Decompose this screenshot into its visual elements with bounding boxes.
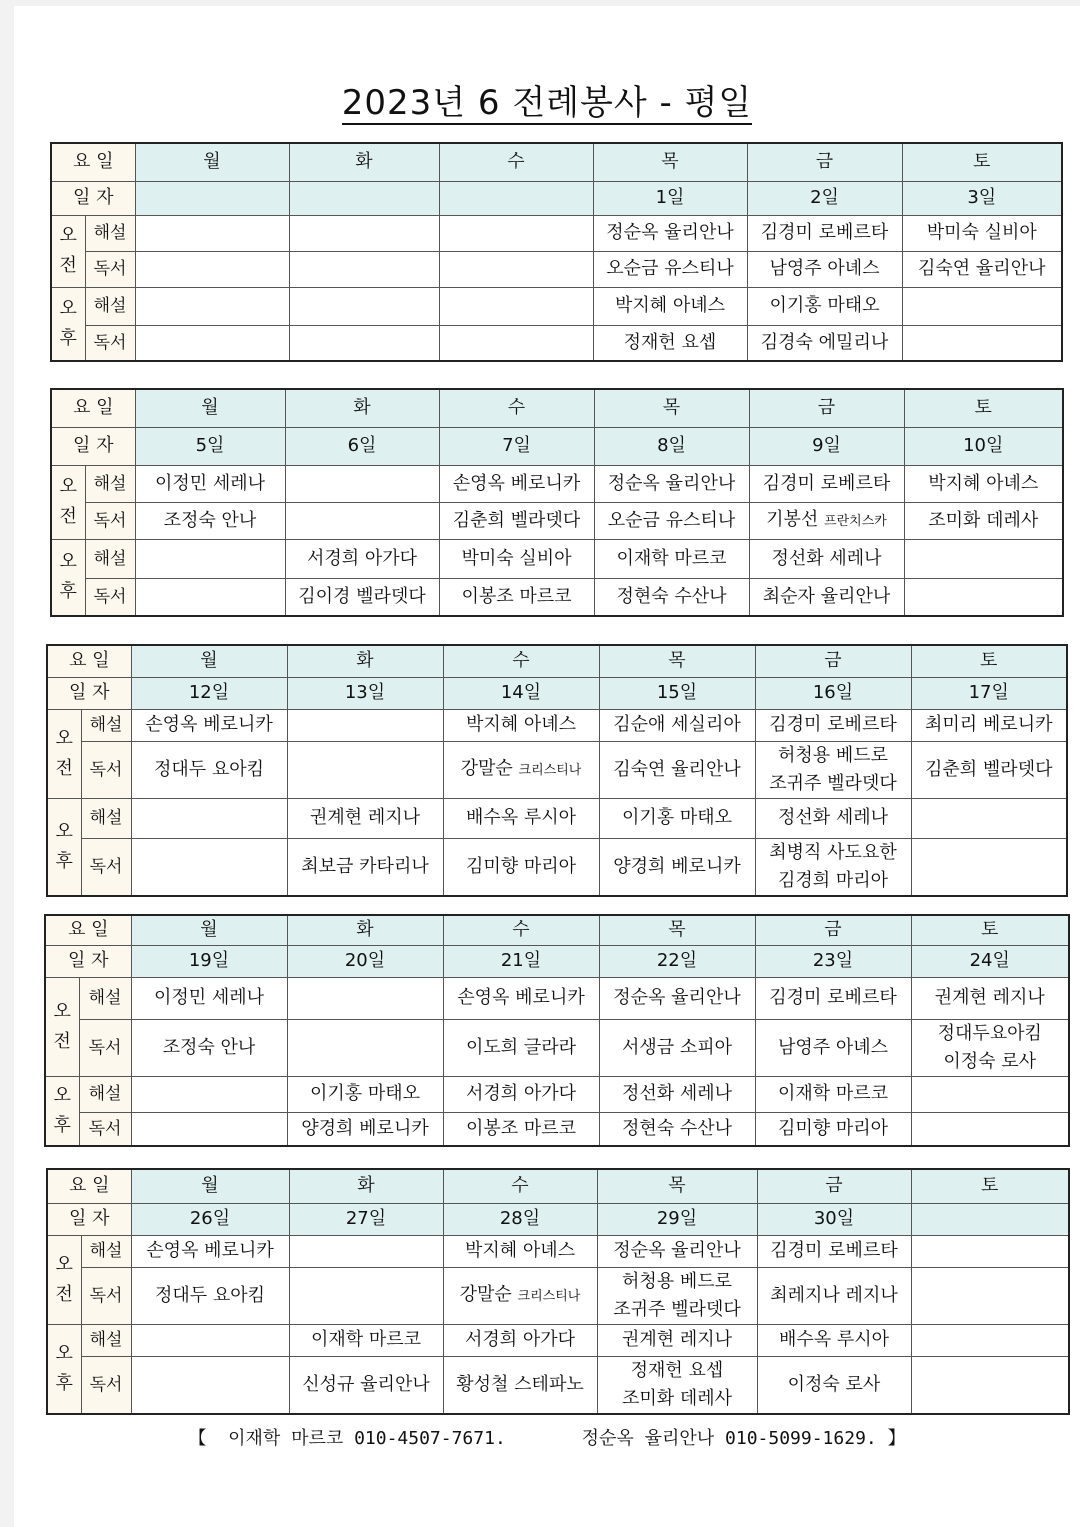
assignment-cell — [131, 1324, 289, 1356]
assignment-cell: 손영옥 베로니카 — [131, 1235, 289, 1267]
date-cell: 22일 — [599, 945, 755, 977]
commentary-label: 해설 — [85, 539, 135, 578]
assignment-cell: 남영주 아녜스 — [747, 251, 902, 287]
weekday-header-label: 요 일 — [47, 1169, 131, 1203]
assignment-cell: 배수옥 루시아 — [757, 1324, 911, 1356]
assignment-cell — [911, 1076, 1069, 1112]
commentary-label: 해설 — [85, 465, 135, 502]
assignment-cell: 손영옥 베로니카 — [131, 709, 287, 741]
date-header-label: 일 자 — [45, 945, 131, 977]
assignment-cell: 양경희 베로니카 — [287, 1112, 443, 1146]
assignment-cell: 조정숙 안나 — [135, 502, 285, 539]
afternoon-label: 오 후 — [45, 1076, 79, 1146]
assignment-cell: 양경희 베로니카 — [599, 838, 755, 896]
assignment-cell: 정순옥 율리안나 — [594, 465, 749, 502]
assignment-cell — [135, 287, 289, 325]
weekday-header: 목 — [599, 915, 755, 945]
weekday-header: 수 — [443, 1169, 597, 1203]
assignment-cell: 박지혜 아녜스 — [443, 1235, 597, 1267]
weekday-header: 화 — [289, 143, 439, 181]
date-header-label: 일 자 — [51, 181, 135, 215]
commentary-label: 해설 — [81, 1324, 131, 1356]
weekday-header: 금 — [755, 915, 911, 945]
weekday-header: 월 — [131, 915, 287, 945]
weekday-header: 수 — [439, 389, 594, 427]
assignment-cell — [904, 578, 1063, 616]
assignment-cell: 박지혜 아녜스 — [904, 465, 1063, 502]
date-cell: 20일 — [287, 945, 443, 977]
weekday-header: 화 — [285, 389, 439, 427]
week-table — [46, 644, 1068, 897]
assignment-cell: 서경희 아가다 — [443, 1324, 597, 1356]
week-table — [50, 388, 1064, 617]
assignment-cell: 오순금 유스티나 — [594, 502, 749, 539]
assignment-cell: 김춘희 벨라뎃다 — [911, 741, 1067, 798]
date-cell: 2일 — [747, 181, 902, 215]
weekday-header: 목 — [594, 389, 749, 427]
assignment-cell — [439, 215, 593, 251]
date-cell: 19일 — [131, 945, 287, 977]
assignment-cell: 서경희 아가다 — [443, 1076, 599, 1112]
weekday-header: 화 — [287, 915, 443, 945]
assignment-cell: 최순자 율리안나 — [749, 578, 904, 616]
date-cell: 17일 — [911, 677, 1067, 709]
morning-label: 오 전 — [47, 1235, 81, 1324]
assignment-cell: 김순애 세실리아 — [599, 709, 755, 741]
assignment-cell: 권계현 레지나 — [911, 977, 1069, 1019]
assignment-cell: 권계현 레지나 — [287, 798, 443, 838]
assignment-cell: 오순금 유스티나 — [593, 251, 747, 287]
assignment-cell — [131, 1356, 289, 1414]
date-cell — [135, 181, 289, 215]
date-cell: 14일 — [443, 677, 599, 709]
reading-label: 독서 — [79, 1019, 131, 1076]
week-table — [50, 142, 1063, 362]
assignment-cell: 이재학 마르코 — [594, 539, 749, 578]
date-header-label: 일 자 — [51, 427, 135, 465]
assignment-cell: 이도희 글라라 — [443, 1019, 599, 1076]
assignment-cell: 김경미 로베르타 — [757, 1235, 911, 1267]
assignment-cell — [287, 1019, 443, 1076]
date-cell — [289, 181, 439, 215]
assignment-cell — [289, 215, 439, 251]
assignment-cell: 정현숙 수산나 — [594, 578, 749, 616]
schedule-page — [14, 6, 1080, 1527]
commentary-label: 해설 — [85, 287, 135, 325]
reading-label: 독서 — [81, 838, 131, 896]
assignment-cell — [135, 215, 289, 251]
afternoon-label: 오 후 — [47, 1324, 81, 1414]
date-cell: 26일 — [131, 1203, 289, 1235]
reading-label: 독서 — [81, 1356, 131, 1414]
assignment-cell: 조미화 데레사 — [904, 502, 1063, 539]
assignment-cell — [287, 741, 443, 798]
assignment-cell: 박지혜 아녜스 — [593, 287, 747, 325]
weekday-header: 토 — [911, 645, 1067, 677]
date-header-label: 일 자 — [47, 677, 131, 709]
commentary-label: 해설 — [81, 1235, 131, 1267]
assignment-cell — [287, 977, 443, 1019]
weekday-header: 월 — [131, 1169, 289, 1203]
weekday-header: 금 — [749, 389, 904, 427]
assignment-cell — [911, 1324, 1069, 1356]
assignment-cell: 김경미 로베르타 — [749, 465, 904, 502]
assignment-cell: 서생금 소피아 — [599, 1019, 755, 1076]
weekday-header: 화 — [287, 645, 443, 677]
assignment-cell: 김이경 벨라뎃다 — [285, 578, 439, 616]
reading-label: 독서 — [85, 325, 135, 361]
assignment-cell: 기봉선 프란치스카 — [749, 502, 904, 539]
weekday-header: 월 — [135, 143, 289, 181]
assignment-cell: 손영옥 베로니카 — [439, 465, 594, 502]
assignment-cell: 김경미 로베르타 — [755, 977, 911, 1019]
assignment-cell: 이재학 마르코 — [755, 1076, 911, 1112]
commentary-label: 해설 — [79, 977, 131, 1019]
assignment-cell: 허청용 베드로 조귀주 벨라뎃다 — [597, 1267, 757, 1324]
reading-label: 독서 — [81, 1267, 131, 1324]
assignment-cell — [131, 1076, 287, 1112]
assignment-cell: 김경미 로베르타 — [755, 709, 911, 741]
weekday-header: 월 — [131, 645, 287, 677]
weekday-header: 토 — [902, 143, 1062, 181]
reading-label: 독서 — [85, 502, 135, 539]
reading-label: 독서 — [85, 251, 135, 287]
assignment-cell: 정선화 세레나 — [755, 798, 911, 838]
date-cell — [439, 181, 593, 215]
assignment-cell — [131, 1112, 287, 1146]
assignment-cell: 이기홍 마태오 — [747, 287, 902, 325]
weekday-header: 수 — [443, 645, 599, 677]
weekday-header-label: 요 일 — [45, 915, 131, 945]
assignment-cell — [289, 1235, 443, 1267]
assignment-cell: 이정숙 로사 — [757, 1356, 911, 1414]
assignment-cell — [289, 1267, 443, 1324]
date-cell: 21일 — [443, 945, 599, 977]
assignment-cell — [135, 539, 285, 578]
date-cell: 1일 — [593, 181, 747, 215]
date-cell: 15일 — [599, 677, 755, 709]
assignment-cell: 최미리 베로니카 — [911, 709, 1067, 741]
assignment-cell: 정현숙 수산나 — [599, 1112, 755, 1146]
assignment-cell: 최보금 카타리나 — [287, 838, 443, 896]
assignment-cell — [439, 287, 593, 325]
assignment-cell: 정순옥 율리안나 — [599, 977, 755, 1019]
assignment-cell — [289, 287, 439, 325]
commentary-label: 해설 — [85, 215, 135, 251]
assignment-cell: 이봉조 마르코 — [439, 578, 594, 616]
assignment-cell — [285, 465, 439, 502]
date-cell — [911, 1203, 1069, 1235]
reading-label: 독서 — [79, 1112, 131, 1146]
date-cell: 5일 — [135, 427, 285, 465]
morning-label: 오 전 — [47, 709, 81, 798]
weekday-header: 화 — [289, 1169, 443, 1203]
weekday-header: 목 — [599, 645, 755, 677]
weekday-header: 토 — [911, 1169, 1069, 1203]
morning-label: 오 전 — [51, 215, 85, 287]
title-text: 2023년 6 전례봉사 - 평일 — [341, 83, 753, 123]
date-cell: 24일 — [911, 945, 1069, 977]
assignment-cell: 김숙연 율리안나 — [599, 741, 755, 798]
assignment-cell — [287, 709, 443, 741]
date-cell: 16일 — [755, 677, 911, 709]
assignment-cell: 황성철 스테파노 — [443, 1356, 597, 1414]
contact-line: 【 이재학 마르코 010-4507-7671. 정순옥 율리안나 010-5099-1629. 】 — [188, 1428, 906, 1449]
assignment-cell — [439, 251, 593, 287]
weekday-header: 금 — [755, 645, 911, 677]
assignment-cell — [911, 1112, 1069, 1146]
assignment-cell — [285, 502, 439, 539]
assignment-cell — [289, 325, 439, 361]
date-cell: 3일 — [902, 181, 1062, 215]
date-cell: 6일 — [285, 427, 439, 465]
reading-label: 독서 — [85, 578, 135, 616]
assignment-cell: 이기홍 마태오 — [599, 798, 755, 838]
date-cell: 7일 — [439, 427, 594, 465]
date-cell: 13일 — [287, 677, 443, 709]
assignment-cell: 허청용 베드로 조귀주 벨라뎃다 — [755, 741, 911, 798]
weekday-header: 수 — [439, 143, 593, 181]
assignment-cell: 정선화 세레나 — [749, 539, 904, 578]
assignment-cell — [131, 838, 287, 896]
afternoon-label: 오 후 — [51, 287, 85, 361]
assignment-cell — [911, 838, 1067, 896]
date-header-label: 일 자 — [47, 1203, 131, 1235]
assignment-cell: 강말순 크리스티나 — [443, 1267, 597, 1324]
assignment-cell: 정재헌 요셉 조미화 데레사 — [597, 1356, 757, 1414]
date-cell: 23일 — [755, 945, 911, 977]
assignment-cell: 정순옥 율리안나 — [593, 215, 747, 251]
weekday-header-label: 요 일 — [51, 389, 135, 427]
assignment-cell — [439, 325, 593, 361]
commentary-label: 해설 — [81, 798, 131, 838]
assignment-cell — [131, 798, 287, 838]
date-cell: 10일 — [904, 427, 1063, 465]
assignment-cell — [911, 1235, 1069, 1267]
week-table — [44, 914, 1070, 1147]
morning-label: 오 전 — [45, 977, 79, 1076]
weekday-header-label: 요 일 — [51, 143, 135, 181]
date-cell: 27일 — [289, 1203, 443, 1235]
assignment-cell — [902, 287, 1062, 325]
weekday-header: 토 — [911, 915, 1069, 945]
assignment-cell: 정대두 요아킴 — [131, 1267, 289, 1324]
assignment-cell — [911, 1356, 1069, 1414]
assignment-cell: 최레지나 레지나 — [757, 1267, 911, 1324]
weekday-header: 토 — [904, 389, 1063, 427]
commentary-label: 해설 — [81, 709, 131, 741]
assignment-cell: 김숙연 율리안나 — [902, 251, 1062, 287]
assignment-cell: 박지혜 아녜스 — [443, 709, 599, 741]
assignment-cell: 이기홍 마태오 — [287, 1076, 443, 1112]
assignment-cell: 강말순 크리스티나 — [443, 741, 599, 798]
morning-label: 오 전 — [51, 465, 85, 539]
assignment-cell: 정재헌 요셉 — [593, 325, 747, 361]
date-cell: 29일 — [597, 1203, 757, 1235]
assignment-cell: 김경미 로베르타 — [747, 215, 902, 251]
assignment-cell: 정대두요아킴 이정숙 로사 — [911, 1019, 1069, 1076]
weekday-header: 목 — [593, 143, 747, 181]
date-cell: 12일 — [131, 677, 287, 709]
assignment-cell: 정순옥 율리안나 — [597, 1235, 757, 1267]
assignment-cell: 김경숙 에밀리나 — [747, 325, 902, 361]
assignment-cell: 이정민 세레나 — [131, 977, 287, 1019]
assignment-cell: 김춘희 벨라뎃다 — [439, 502, 594, 539]
assignment-cell: 정선화 세레나 — [599, 1076, 755, 1112]
weekday-header-label: 요 일 — [47, 645, 131, 677]
reading-label: 독서 — [81, 741, 131, 798]
assignment-cell — [902, 325, 1062, 361]
assignment-cell: 서경희 아가다 — [285, 539, 439, 578]
assignment-cell — [289, 251, 439, 287]
afternoon-label: 오 후 — [51, 539, 85, 616]
date-cell: 9일 — [749, 427, 904, 465]
weekday-header: 금 — [747, 143, 902, 181]
afternoon-label: 오 후 — [47, 798, 81, 896]
weekday-header: 수 — [443, 915, 599, 945]
assignment-cell — [911, 1267, 1069, 1324]
date-cell: 28일 — [443, 1203, 597, 1235]
page-title — [14, 80, 1080, 126]
week-table — [46, 1168, 1070, 1415]
assignment-cell: 박미숙 실비아 — [902, 215, 1062, 251]
assignment-cell — [135, 325, 289, 361]
assignment-cell: 정대두 요아킴 — [131, 741, 287, 798]
assignment-cell: 이봉조 마르코 — [443, 1112, 599, 1146]
assignment-cell: 이재학 마르코 — [289, 1324, 443, 1356]
assignment-cell: 남영주 아녜스 — [755, 1019, 911, 1076]
assignment-cell — [904, 539, 1063, 578]
weekday-header: 목 — [597, 1169, 757, 1203]
assignment-cell: 손영옥 베로니카 — [443, 977, 599, 1019]
assignment-cell: 배수옥 루시아 — [443, 798, 599, 838]
assignment-cell: 최병직 사도요한 김경희 마리아 — [755, 838, 911, 896]
date-cell: 8일 — [594, 427, 749, 465]
assignment-cell: 김미향 마리아 — [755, 1112, 911, 1146]
assignment-cell: 권계현 레지나 — [597, 1324, 757, 1356]
commentary-label: 해설 — [79, 1076, 131, 1112]
date-cell: 30일 — [757, 1203, 911, 1235]
weekday-header: 월 — [135, 389, 285, 427]
assignment-cell: 이정민 세레나 — [135, 465, 285, 502]
assignment-cell: 조정숙 안나 — [131, 1019, 287, 1076]
assignment-cell: 김미향 마리아 — [443, 838, 599, 896]
assignment-cell: 신성규 율리안나 — [289, 1356, 443, 1414]
assignment-cell: 박미숙 실비아 — [439, 539, 594, 578]
weekday-header: 금 — [757, 1169, 911, 1203]
assignment-cell — [135, 251, 289, 287]
assignment-cell — [135, 578, 285, 616]
assignment-cell — [911, 798, 1067, 838]
